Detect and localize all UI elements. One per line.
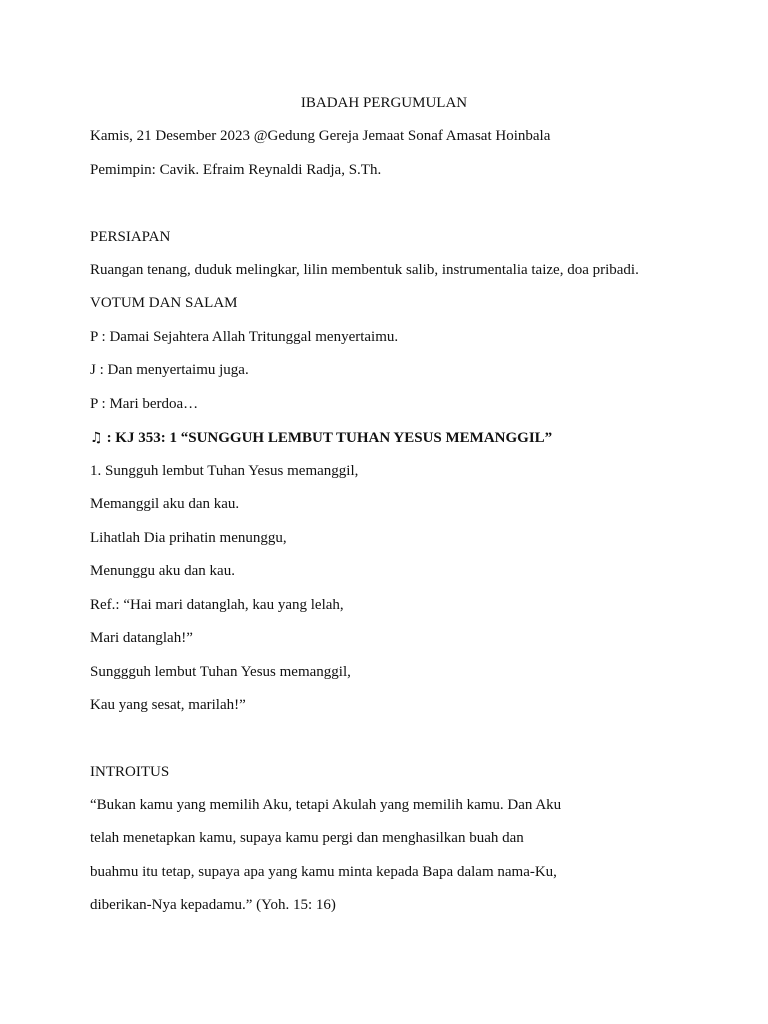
song-line-5: Ref.: “Hai mari datanglah, kau yang lelah,	[90, 597, 344, 613]
song-line-7: Sunggguh lembut Tuhan Yesus memanggil,	[90, 664, 351, 680]
song-line-2: Memanggil aku dan kau.	[90, 496, 240, 512]
leader-line: Pemimpin: Cavik. Efraim Reynaldi Radja, S.Th.	[90, 162, 382, 178]
song-title-line	[90, 429, 552, 447]
song-title: : KJ 353: 1 “SUNGGUH LEMBUT TUHAN YESUS MEMANGGIL”	[106, 430, 553, 446]
song-line-4: Menunggu aku dan kau.	[90, 563, 235, 579]
introitus-line-2: telah menetapkan kamu, supaya kamu pergi dan menghasilkan buah dan	[90, 830, 524, 846]
persiapan-text: Ruangan tenang, duduk melingkar, lilin membentuk salib, instrumentalia taize, doa pribadi.	[90, 262, 639, 278]
introitus-heading: INTROITUS	[90, 764, 170, 780]
introitus-line-3: buahmu itu tetap, supaya apa yang kamu minta kepada Bapa dalam nama-Ku,	[90, 864, 557, 880]
introitus-line-4: diberikan-Nya kepadamu.” (Yoh. 15: 16)	[90, 897, 336, 913]
song-line-1: 1. Sungguh lembut Tuhan Yesus memanggil,	[90, 463, 359, 479]
votum-line-1: P : Damai Sejahtera Allah Tritunggal menyertaimu.	[90, 329, 399, 345]
music-note-icon: ♫	[90, 430, 103, 446]
date-place-line: Kamis, 21 Desember 2023 @Gedung Gereja Jemaat Sonaf Amasat Hoinbala	[90, 128, 551, 144]
votum-line-2: J : Dan menyertaimu juga.	[90, 362, 249, 378]
song-line-6: Mari datanglah!”	[90, 630, 193, 646]
persiapan-heading: PERSIAPAN	[90, 229, 171, 245]
document-title: IBADAH PERGUMULAN	[300, 95, 468, 111]
song-line-8: Kau yang sesat, marilah!”	[90, 697, 246, 713]
votum-line-3: P : Mari berdoa…	[90, 396, 199, 412]
song-line-3: Lihatlah Dia prihatin menunggu,	[90, 530, 287, 546]
votum-heading: VOTUM DAN SALAM	[90, 295, 238, 311]
introitus-line-1: “Bukan kamu yang memilih Aku, tetapi Akulah yang memilih kamu. Dan Aku	[90, 797, 562, 813]
